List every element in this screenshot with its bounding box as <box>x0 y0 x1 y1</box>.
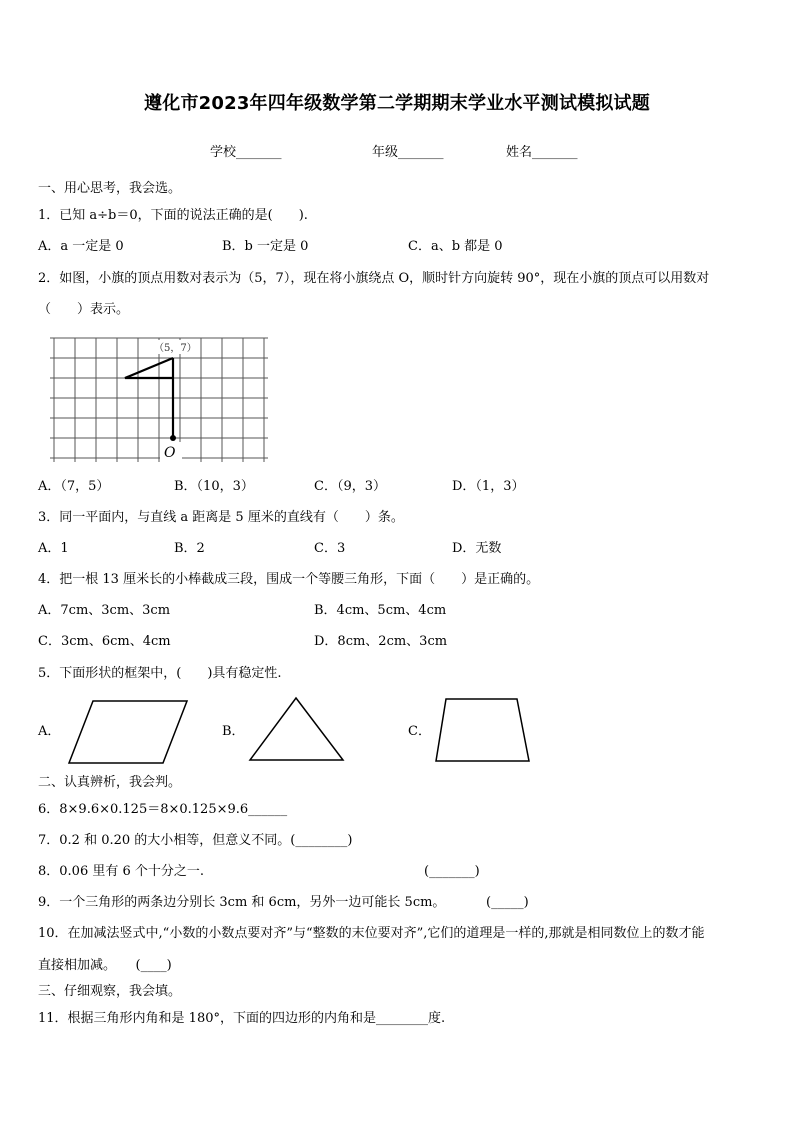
q5-option-c: C． <box>408 724 431 739</box>
question-11: 11．根据三角形内角和是 180°，下面的四边形的内角和是________度. <box>38 1011 446 1026</box>
q2-option-d: D．（1，3） <box>452 479 525 494</box>
question-9: 9．一个三角形的两条边分别长 3cm 和 6cm，另外一边可能长 5cm。 <box>38 895 446 910</box>
question-4: 4．把一根 13 厘米长的小棒截成三段，围成一个等腰三角形，下面（ ）是正确的。 <box>38 572 540 587</box>
q4-option-d: D．8cm、2cm、3cm <box>314 634 448 649</box>
q2-option-a: A．（7，5） <box>38 479 110 494</box>
flag-grid-figure <box>50 334 272 466</box>
question-2-line2: （ ）表示。 <box>38 302 130 317</box>
parallelogram-shape <box>64 697 192 767</box>
school-field: 学校_______ <box>210 145 282 160</box>
question-10-line1: 10．在加减法竖式中,“小数的小数点要对齐”与“整数的末位要对齐”,它们的道理是一样的,那就是相同数位上的数才能 <box>38 926 705 941</box>
trapezoid-shape <box>432 694 534 766</box>
question-8: 8．0.06 里有 6 个十分之一. <box>38 864 205 879</box>
q4-option-c: C．3cm、6cm、4cm <box>38 634 171 649</box>
q5-option-a: A． <box>38 724 61 739</box>
q8-answer-blank: (_______) <box>424 864 480 879</box>
triangle-shape <box>246 694 348 764</box>
question-2-line1: 2．如图，小旗的顶点用数对表示为（5，7），现在将小旗绕点 O，顺时针方向旋转 90°，现在小旗的顶点可以用数对 <box>38 271 710 286</box>
q4-option-b: B．4cm、5cm、4cm <box>314 603 447 618</box>
page-title: 遵化市2023年四年级数学第二学期期末学业水平测试模拟试题 <box>144 93 650 114</box>
question-3: 3．同一平面内，与直线 a 距离是 5 厘米的直线有（ ）条。 <box>38 510 404 525</box>
q9-answer-blank: (_____) <box>486 895 529 910</box>
q3-option-b: B．2 <box>174 541 205 556</box>
q1-option-c: C．a、b 都是 0 <box>408 239 503 254</box>
q1-option-a: A．a 一定是 0 <box>38 239 124 254</box>
section-heading-1: 一、用心思考，我会选。 <box>38 181 182 196</box>
q1-option-b: B．b 一定是 0 <box>222 239 309 254</box>
point-o-label: O <box>164 445 176 461</box>
q2-option-b: B．（10，3） <box>174 479 254 494</box>
question-5: 5．下面形状的框架中，( )具有稳定性. <box>38 666 282 681</box>
grade-field: 年级_______ <box>372 145 444 160</box>
q3-option-d: D．无数 <box>452 541 502 556</box>
q4-option-a: A．7cm、3cm、3cm <box>38 603 171 618</box>
q3-option-c: C．3 <box>314 541 346 556</box>
q3-option-a: A．1 <box>38 541 69 556</box>
question-10-line2: 直接相加减。 (____) <box>38 958 172 973</box>
question-1: 1．已知 a÷b＝0，下面的说法正确的是( ). <box>38 208 308 223</box>
question-7: 7．0.2 和 0.20 的大小相等，但意义不同。(________) <box>38 833 353 848</box>
section-heading-3: 三、仔细观察，我会填。 <box>38 984 182 999</box>
q5-option-b: B． <box>222 724 245 739</box>
flag-vertex-label: （5，7） <box>154 343 197 354</box>
point-o <box>170 435 176 441</box>
name-field: 姓名_______ <box>506 145 578 160</box>
section-heading-2: 二、认真辨析，我会判。 <box>38 775 182 790</box>
q2-option-c: C．（9，3） <box>314 479 386 494</box>
question-6: 6．8×9.6×0.125＝8×0.125×9.6______ <box>38 802 288 817</box>
